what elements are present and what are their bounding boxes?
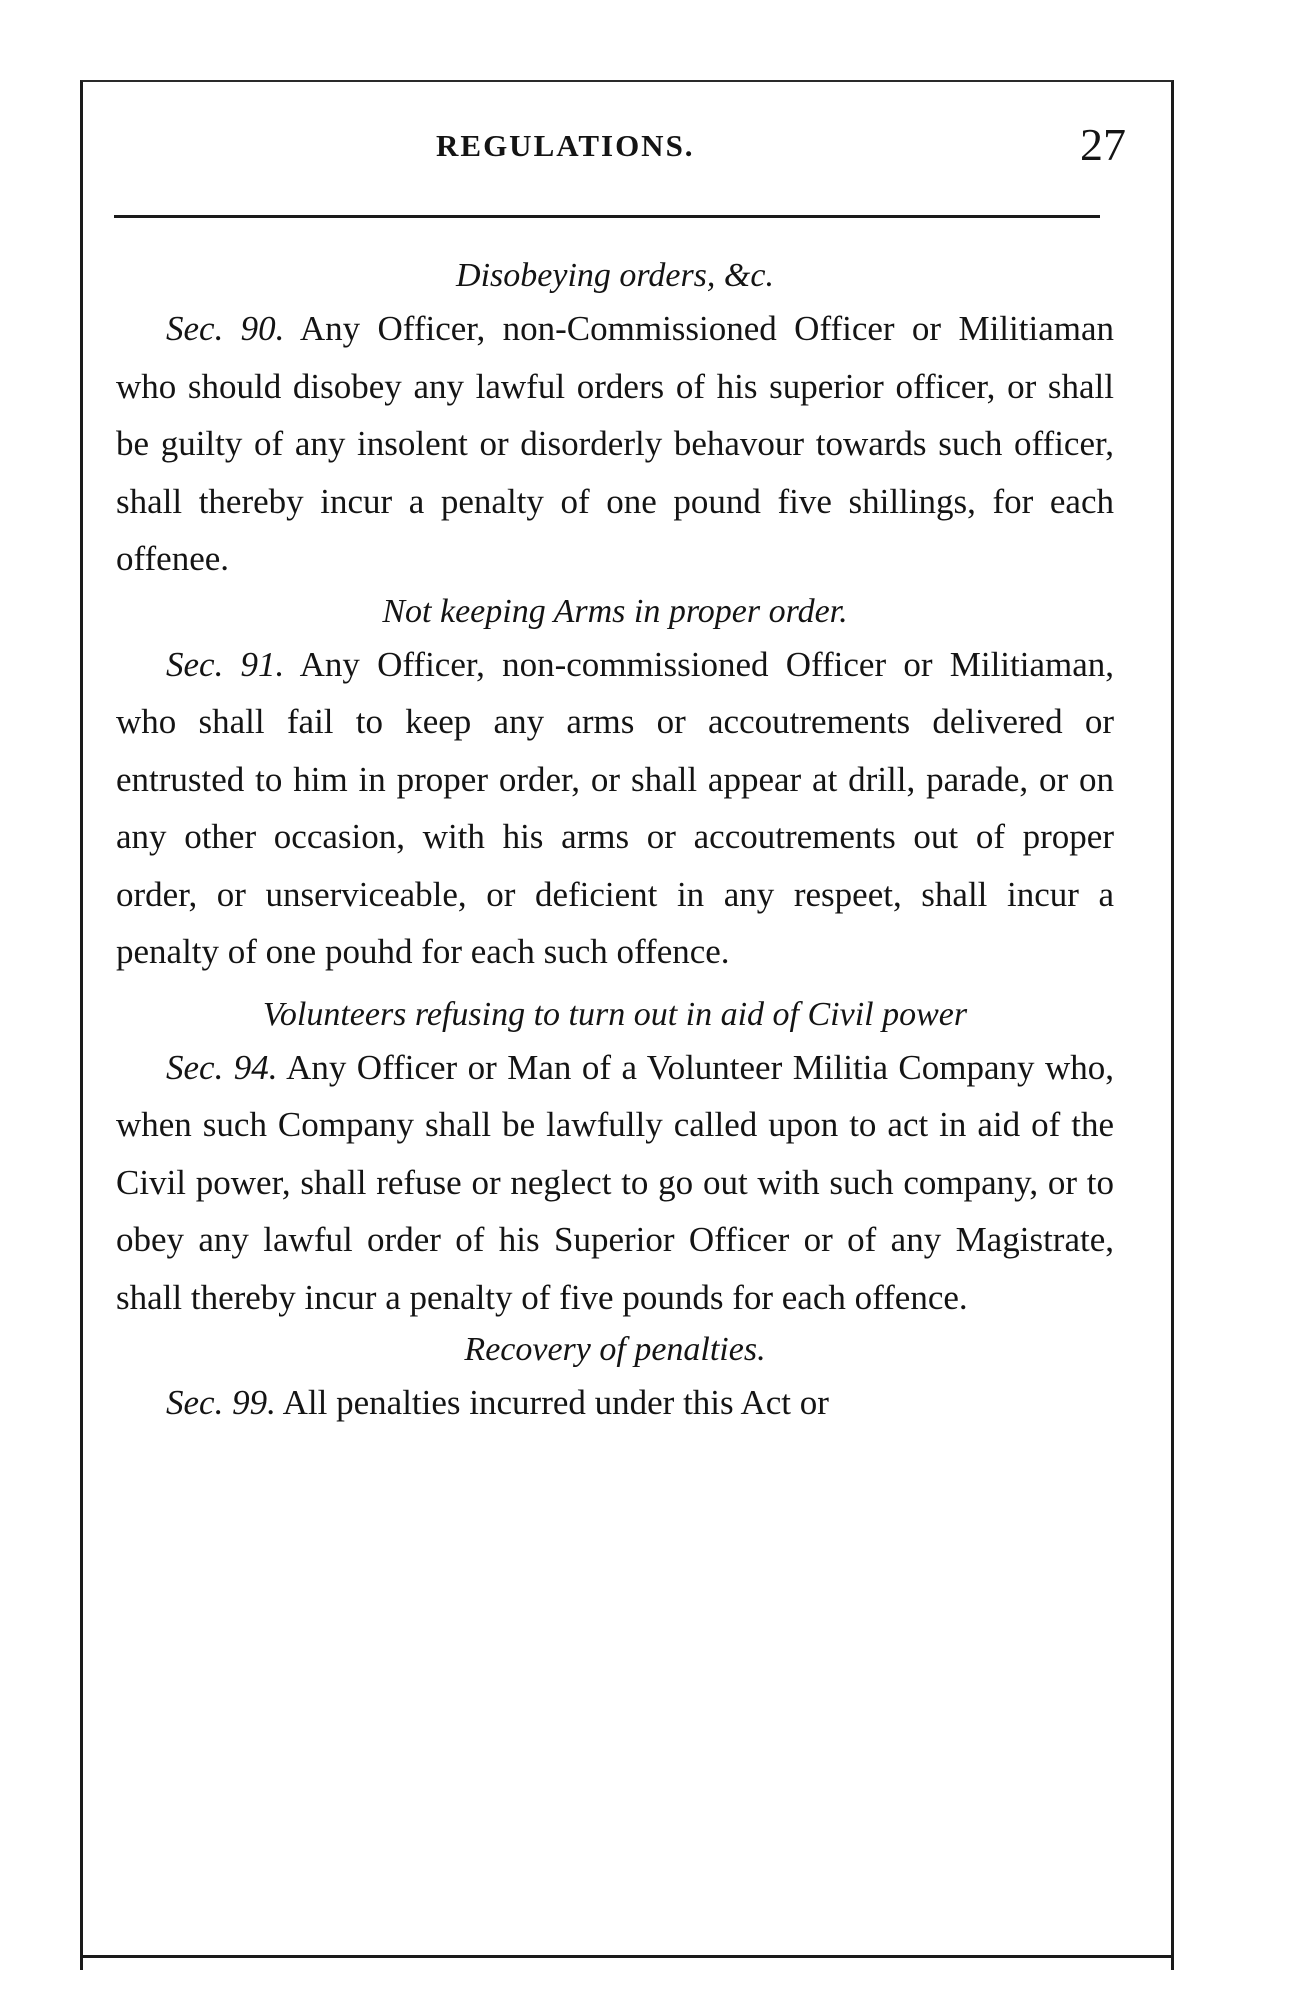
section-91-label: Sec. 91. (166, 644, 285, 684)
section-90-label: Sec. 90. (166, 309, 285, 348)
section-94-paragraph (116, 1039, 1114, 1327)
section-94-text: Any Officer or Man of a Volunteer Militia Company who, when such Company shall be lawfully called upon to act in aid of the Civil power, shall refuse or neglect to go out with such company, or to obey any lawful order of his Superior Officer or of any Magistrate, shall thereby incur a penalty of five pounds for each offence. (116, 1047, 1115, 1317)
running-head (80, 118, 1174, 178)
section-heading-arms-order: Not keeping Arms in proper order. (382, 592, 848, 630)
page-body (116, 252, 1114, 1432)
section-99-text: All penalties incurred under this Act or (282, 1383, 829, 1422)
page-number: 27 (1080, 119, 1126, 170)
section-99-paragraph (116, 1374, 1114, 1432)
section-90-paragraph (116, 300, 1114, 588)
section-91-text: Any Officer, non-commissioned Officer or Militiaman, who shall fail to keep any arms or accoutrements delivered or entrusted to him in proper order, or shall appear at drill, parade, or on any other occasion, with his arms or accoutrements out of proper order, or unserviceable, or deficient in any respeet, shall incur a penalty of one pouhd for each such offence. (116, 644, 1115, 971)
header-rule (114, 215, 1100, 218)
section-99-label: Sec. 99. (166, 1383, 276, 1422)
running-title: REGULATIONS. (436, 128, 695, 163)
section-94-label: Sec. 94. (166, 1047, 278, 1087)
section-heading-volunteers: Volunteers refusing to turn out in aid of Civil power (262, 995, 968, 1033)
section-90-text: Any Officer, non-Commissioned Officer or Militiaman who should disobey any lawful orders of his superior officer, or shall be guilty of any insolent or disorderly behavour towards such officer, shall thereby incur a penalty of one pound five shillings, for each offenee. (116, 309, 1114, 578)
section-heading-recovery-of-penalties: Recovery of penalties. (464, 1331, 766, 1368)
section-91-paragraph (116, 636, 1114, 981)
bottom-rule (80, 1955, 1174, 1958)
section-heading-disobeying-orders: Disobeying orders, &c. (456, 257, 774, 294)
